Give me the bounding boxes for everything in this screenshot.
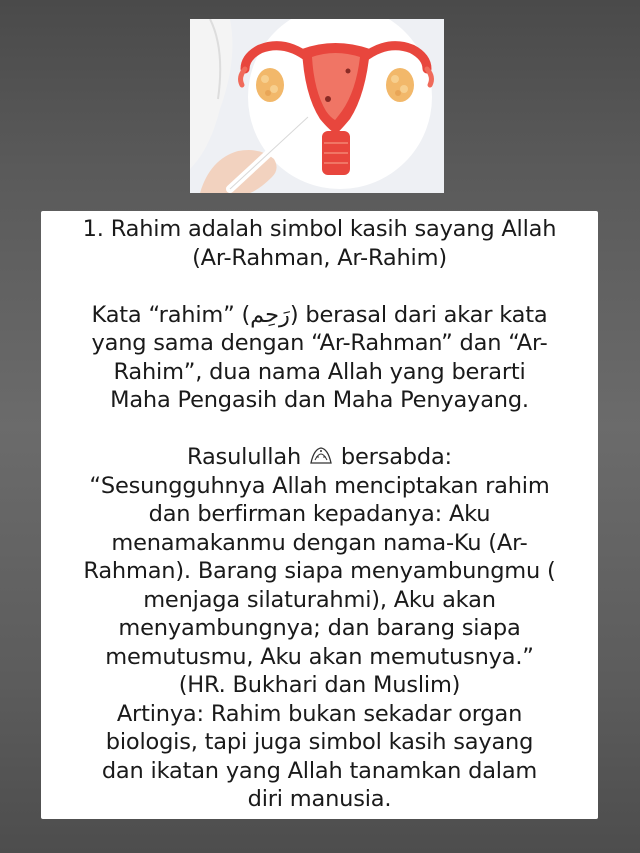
heading-line: 1. Rahim adalah simbol kasih sayang Allah xyxy=(82,216,557,242)
hadith-line: memutusmu, Aku akan memutusnya.” xyxy=(105,643,534,670)
meaning-line: diri manusia. xyxy=(247,786,392,812)
meaning-line: biologis, tapi juga simbol kasih sayang xyxy=(105,729,534,755)
hadith-source: (HR. Bukhari dan Muslim) xyxy=(178,672,461,698)
hadith-line: menamakanmu dengan nama-Ku (Ar- xyxy=(111,529,528,556)
hadith-intro-before: Rasulullah xyxy=(187,444,302,470)
hadith-intro-after: bersabda: xyxy=(340,444,452,470)
uterus-icon xyxy=(190,19,444,193)
text-card xyxy=(41,211,598,819)
hadith-line: “Sesungguhnya Allah menciptakan rahim xyxy=(89,472,550,499)
hadith-line: menjaga silaturahmi), Aku akan xyxy=(143,586,496,613)
paragraph-line: yang sama dengan “Ar-Rahman” dan “Ar- xyxy=(91,330,548,356)
paragraph-line: Maha Pengasih dan Maha Penyayang. xyxy=(110,387,529,413)
heading xyxy=(55,215,584,272)
uterus-illustration xyxy=(190,19,444,193)
paragraph-line: Kata “rahim” (رَحِم) berasal dari akar kata xyxy=(91,301,548,328)
paragraph-line: Rahim”, dua nama Allah yang berarti xyxy=(113,358,526,385)
heading-line: (Ar-Rahman, Ar-Rahim) xyxy=(192,244,447,271)
hadith-line: Rahman). Barang siapa menyambungmu ( xyxy=(83,558,556,584)
sallallahu-alaihi-wasallam-icon xyxy=(308,445,334,467)
hadith-line: menyambungnya; dan barang siapa xyxy=(118,615,521,641)
hadith-intro xyxy=(55,443,584,472)
hadith-block xyxy=(55,443,584,700)
paragraph-etymology xyxy=(55,301,584,415)
meaning-line: dan ikatan yang Allah tanamkan dalam xyxy=(101,757,538,784)
meaning-line: Artinya: Rahim bukan sekadar organ xyxy=(116,700,523,727)
hadith-line: dan berfirman kepadanya: Aku xyxy=(148,501,491,527)
meaning-paragraph xyxy=(55,700,584,814)
